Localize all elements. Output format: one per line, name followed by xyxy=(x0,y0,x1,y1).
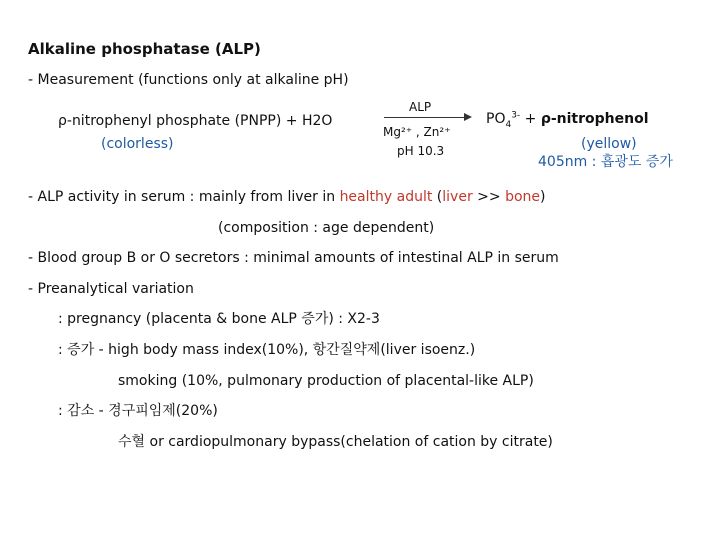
serum-suffix: ) xyxy=(540,189,546,205)
substrate-color-note: (colorless) xyxy=(101,136,174,152)
product-color-note: (yellow) xyxy=(581,136,637,152)
reaction-enzyme: ALP xyxy=(409,100,432,114)
transfusion-line: 수혈 or cardiopulmonary bypass(chelation of cation by citrate) xyxy=(118,434,553,450)
serum-gt: >> xyxy=(472,189,506,205)
page-title: Alkaline phosphatase (ALP) xyxy=(28,40,261,58)
product-phosphate: PO xyxy=(486,111,506,127)
increase-line: : 증가 - high body mass index(10%), 항간질약제(liver isoenz.) xyxy=(58,342,476,358)
product-plus: + xyxy=(524,111,537,127)
composition-note: (composition : age dependent) xyxy=(218,220,435,236)
serum-activity-line xyxy=(28,189,546,206)
reaction-ph: pH 10.3 xyxy=(397,144,445,158)
product-nitrophenol: ρ-nitrophenol xyxy=(540,111,649,127)
measurement-line: - Measurement (functions only at alkaline pH) xyxy=(28,72,349,88)
product-phosphate-sub: 4 xyxy=(505,119,512,130)
serum-prefix: - ALP activity in serum : mainly from liver in xyxy=(28,189,340,205)
serum-mid: ( xyxy=(432,189,443,205)
preanalytical-heading: - Preanalytical variation xyxy=(28,281,194,297)
reaction-arrow xyxy=(384,117,464,118)
blood-group-line: - Blood group B or O secretors : minimal amounts of intestinal ALP in serum xyxy=(28,250,559,266)
product-phosphate-sup: 3- xyxy=(511,110,521,121)
reaction-arrow-head xyxy=(464,113,472,121)
pregnancy-line: : pregnancy (placenta & bone ALP 증가) : X2-3 xyxy=(58,311,380,327)
bone-text: bone xyxy=(505,189,541,205)
reaction-cofactors: Mg²⁺ , Zn²⁺ xyxy=(383,125,451,139)
reaction-substrate: ρ-nitrophenyl phosphate (PNPP) + H2O xyxy=(58,113,333,129)
healthy-adult-text: healthy adult xyxy=(339,189,433,205)
decrease-line: : 감소 - 경구피임제(20%) xyxy=(58,403,218,419)
reaction-product xyxy=(486,111,649,128)
smoking-line: smoking (10%, pulmonary production of placental-like ALP) xyxy=(118,373,534,389)
product-measure-note: 405nm : 흡광도 증가 xyxy=(538,154,673,170)
liver-text: liver xyxy=(442,189,473,205)
